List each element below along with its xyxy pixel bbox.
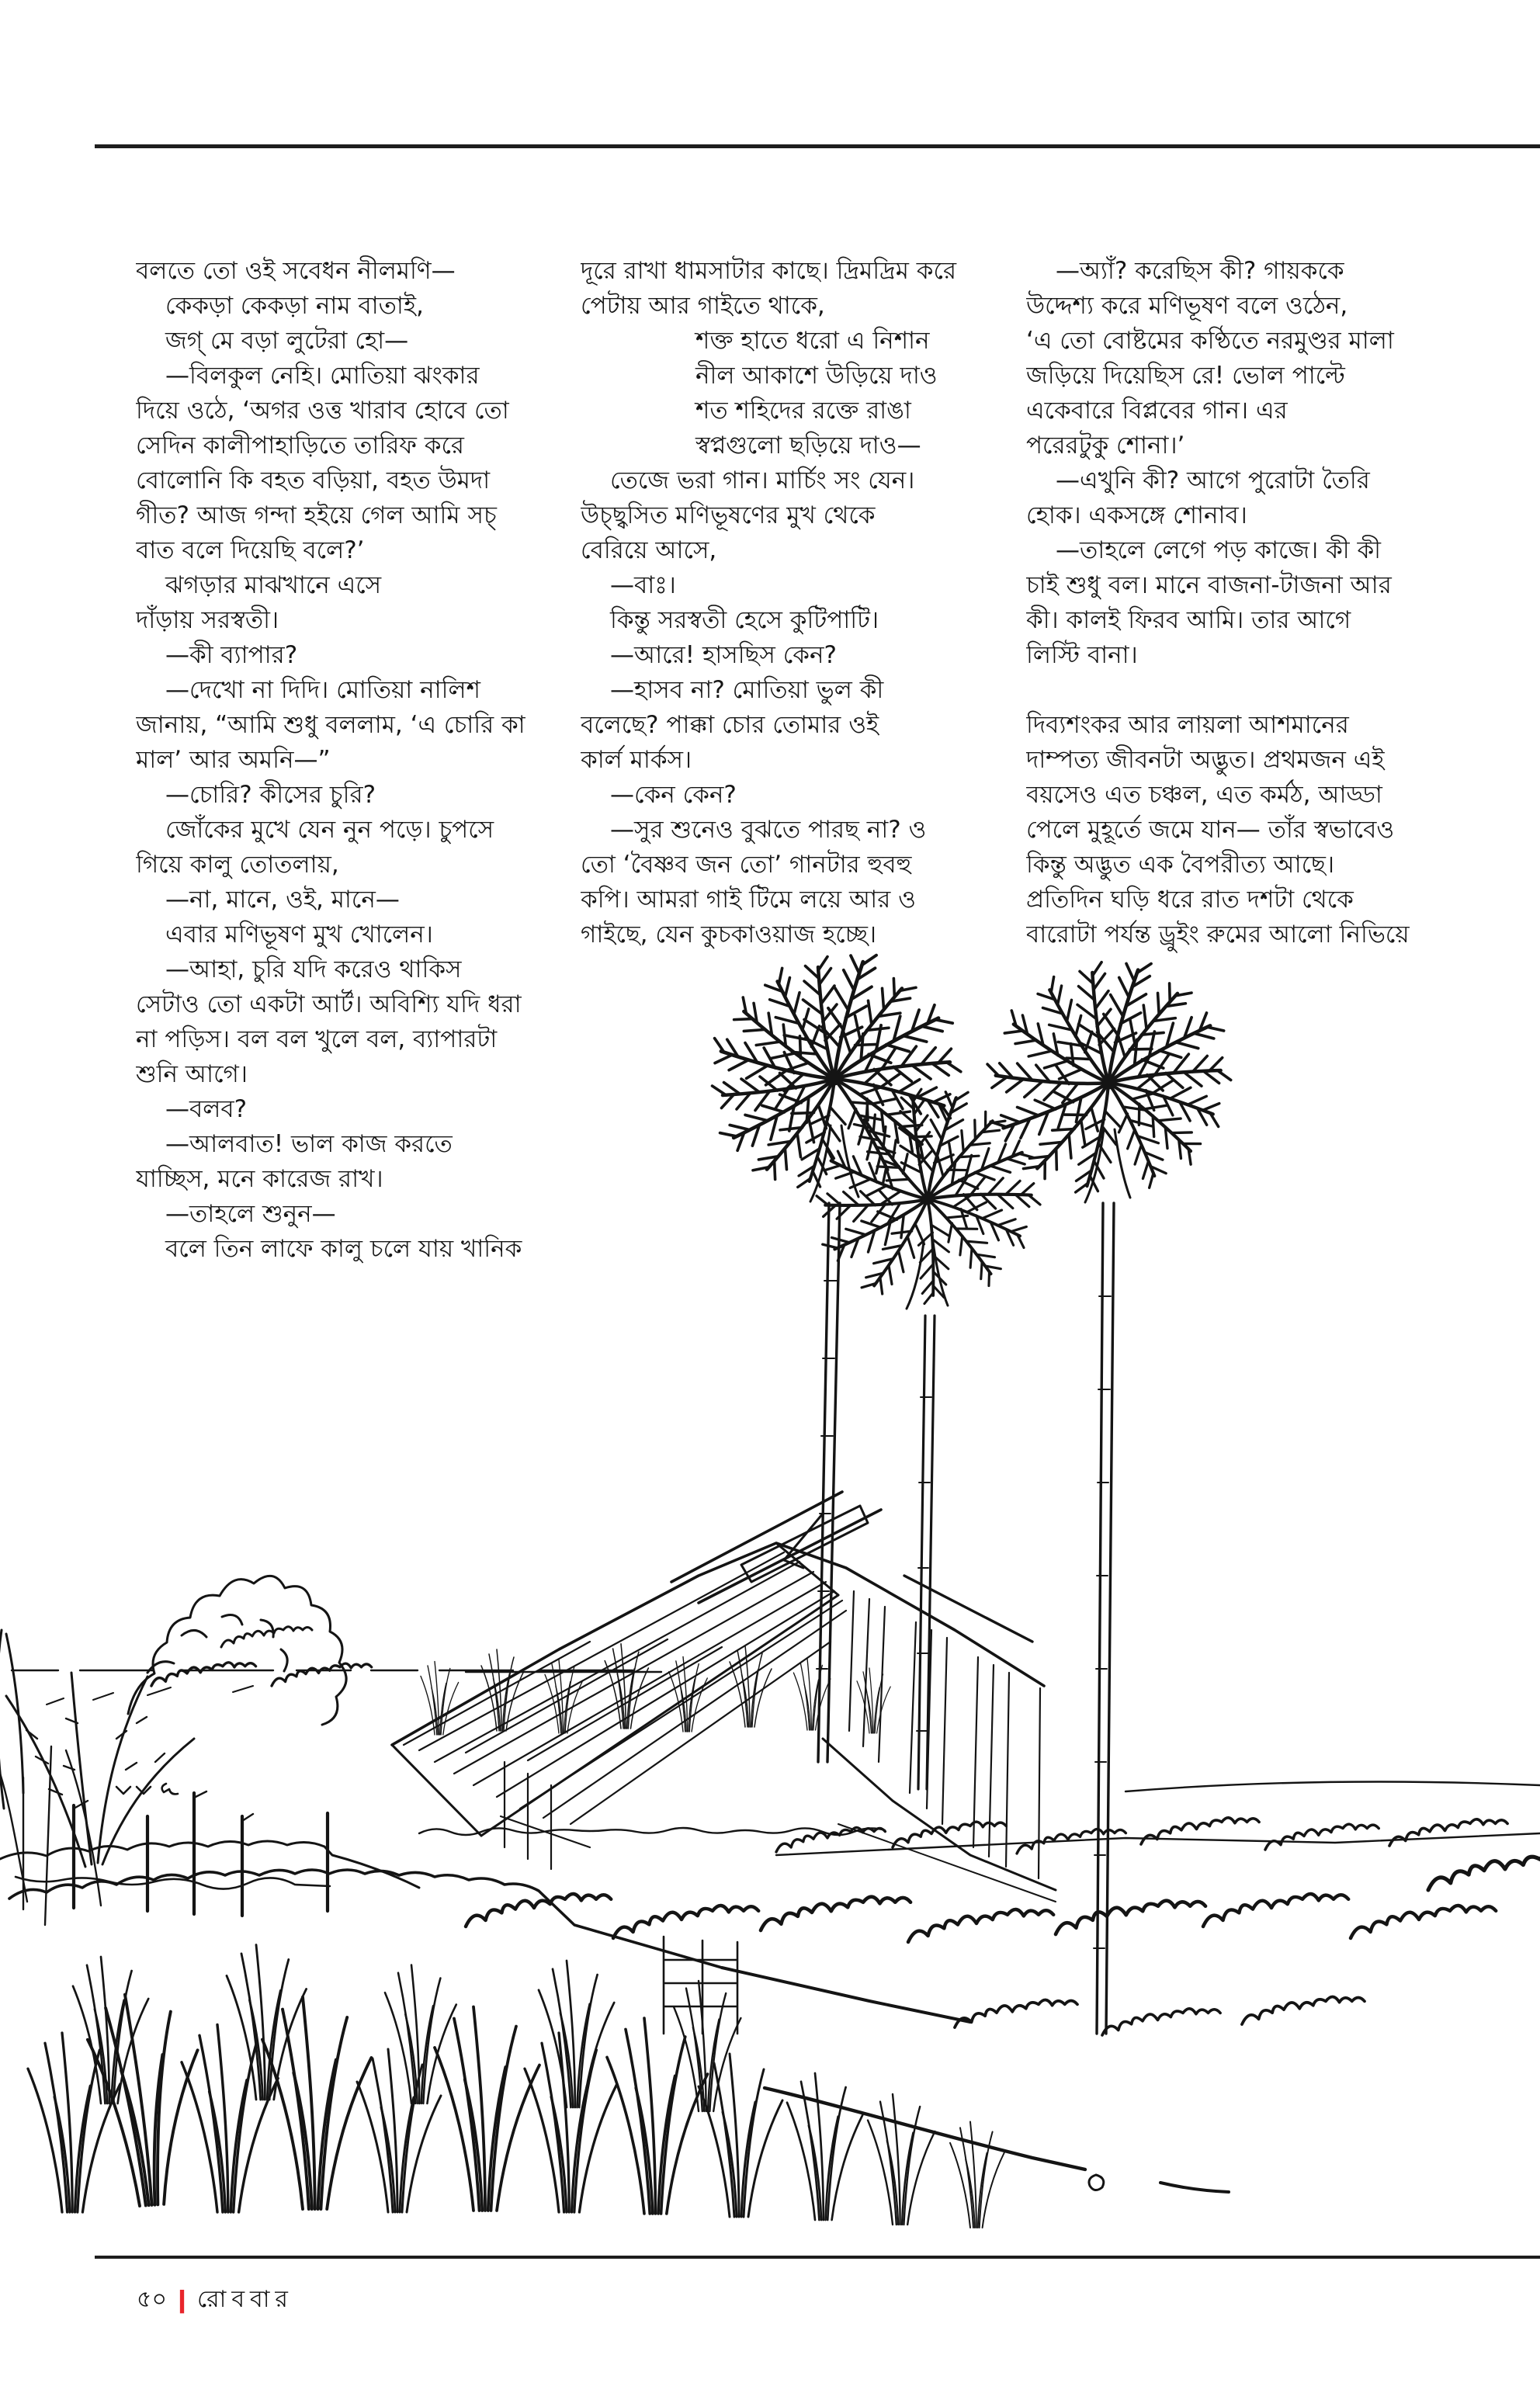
text-line: না পড়িস। বল বল খুলে বল, ব্যাপারটা [136,1025,498,1053]
palm-tree-1 [705,945,960,1762]
text-line: বারোটা পর্যন্ত ড্রুইং রুমের আলো নিভিয়ে [1026,921,1410,949]
text-line: —কী ব্যাপার? [165,641,298,669]
text-line: মাল’ আর অমনি—” [136,746,331,774]
footer-separator: | [175,2287,189,2314]
text-line: —আলবাত! ভাল কাজ করতে [165,1130,453,1158]
text-line: —এখুনি কী? আগে পুরোটা তৈরি [1056,466,1370,494]
text-line: নীল আকাশে উড়িয়ে দাও [695,362,938,390]
text-line: —তাহলে শুনুন— [165,1200,336,1228]
text-line: বাত বলে দিয়েছি বলে?’ [136,536,365,564]
text-line: বলেছে? পাক্কা চোর তোমার ওই [581,711,879,739]
text-line: জগ্‌ মে বড়া লুটেরা হো— [165,327,409,355]
village-illustration [0,893,1540,2259]
text-line: —চোরি? কীসের চুরি? [165,781,376,809]
text-line: কী। কালই ফিরব আমি। তার আগে [1026,606,1351,634]
text-line: দূরে রাখা ধামসাটার কাছে। দ্রিমদ্রিম করে [581,257,956,285]
text-line: তেজে ভরা গান। মার্চিং সং যেন। [610,466,915,494]
reed-posts [0,1746,330,1925]
text-line: হোক। একসঙ্গে শোনাব। [1026,501,1247,529]
text-line: তো ‘বৈষ্ণব জন তো’ গানটার হুবহু [581,851,912,879]
text-line: দিব্যশংকর আর লায়লা আশমানের [1026,711,1349,739]
text-line: পরেরটুকু শোনা।’ [1026,432,1185,460]
text-line: —সুর শুনেও বুঝতে পারছ না? ও [610,816,927,844]
text-line: গিয়ে কালু তোতলায়, [136,851,339,879]
text-line: উচ্ছ্বসিত মণিভূষণের মুখ থেকে [581,501,876,529]
text-line: দাম্পত্য জীবনটা অদ্ভুত। প্রথমজন এই [1026,746,1385,774]
text-line: গাইছে, যেন কুচকাওয়াজ হচ্ছে। [581,921,877,949]
text-line: গীত? আজ গন্দা হইয়ে গেল আমি সচ্ [136,501,497,529]
text-line: জানায়, “আমি শুধু বললাম, ‘এ চোরি কা [136,711,525,739]
text-line: স্বপ্নগুলো ছড়িয়ে দাও— [695,432,921,460]
text-line: কিন্তু অদ্ভুত এক বৈপরীত্য আছে। [1026,851,1335,879]
hut-group [392,1492,1056,2034]
text-line: বয়সেও এত চঞ্চল, এত কর্মঠ, আড্ডা [1026,781,1382,809]
text-line: যাচ্ছিস, মনে কারেজ রাখ। [136,1165,383,1193]
text-line: দিয়ে ওঠে, ‘অগর ওত্ত খারাব হোবে তো [136,397,509,425]
foreground-grass [9,1870,1004,2228]
text-line: লিস্টি বানা। [1026,641,1138,669]
text-line: —দেখো না দিদি। মোতিয়া নালিশ [165,676,480,704]
text-line: —হাসব না? মোতিয়া ভুল কী [610,676,884,704]
text-column-middle [581,254,969,983]
text-line: বলে তিন লাফে কালু চলে যায় খানিক [165,1235,522,1263]
text-line: জড়িয়ে দিয়েছিস রে! ভোল পাল্টে [1026,362,1345,390]
bush-rows [466,1818,1540,2035]
magazine-name: রোববার [196,2286,293,2313]
text-line: —অ্যাঁ? করেছিস কী? গায়ককে [1056,257,1344,285]
text-line: চাই শুধু বল। মানে বাজনা-টাজনা আর [1026,571,1392,599]
left-foliage-group [0,1576,419,1888]
footer-rule [95,2256,1540,2259]
text-line: বোলোনি কি বহত বড়িয়া, বহত উমদা [136,466,491,494]
text-line: সেদিন কালীপাহাড়িতে তারিফ করে [136,432,464,460]
text-line: —বলব? [165,1095,248,1123]
text-line [1026,673,1434,708]
text-line: কপি। আমরা গাই টিমে লয়ে আর ও [581,886,916,914]
text-line: —না, মানে, ওই, মানে— [165,886,400,914]
text-line: কেকড়া কেকড়া নাম বাতাই, [165,292,424,320]
text-line: শুনি আগে। [136,1060,248,1088]
text-line: —কেন কেন? [610,781,737,809]
text-line: বেরিয়ে আসে, [581,536,717,564]
text-line: —তাহলে লেগে পড় কাজে। কী কী [1056,536,1382,564]
text-line: —আহা, চুরি যদি করেও থাকিস [165,955,462,983]
text-line: পেটায় আর গাইতে থাকে, [581,292,825,320]
text-line: কার্ল মার্কস। [581,746,692,774]
text-column-right [1026,254,1434,983]
text-line: একেবারে বিপ্লবের গান। এর [1026,397,1288,425]
text-line: দাঁড়ায় সরস্বতী। [136,606,279,634]
text-line: সেটাও তো একটা আর্ট। অবিশ্যি যদি ধরা [136,990,522,1018]
text-line: এবার মণিভূষণ মুখ খোলেন। [165,921,433,949]
page-number: ৫০ [137,2286,167,2313]
text-line: বলতে তো ওই সবেধন নীলমণি— [136,257,456,285]
text-line: শক্ত হাতে ধরো এ নিশান [695,327,930,355]
text-line: জোঁকের মুখে যেন নুন পড়ে। চুপসে [165,816,494,844]
text-line: পেলে মুহূর্তে জমে যান— তাঁর স্বভাবেও [1026,816,1395,844]
text-line: উদ্দেশ্য করে মণিভূষণ বলে ওঠেন, [1026,292,1348,320]
text-line: প্রতিদিন ঘড়ি ধরে রাত দশটা থেকে [1026,886,1354,914]
page-footer [137,2280,293,2320]
text-line: শত শহিদের রক্তে রাঙা [695,397,911,425]
palm-tree-3 [983,954,1232,2034]
text-line: —আরে! হাসছিস কেন? [610,641,837,669]
text-line: —বাঃ। [610,571,676,599]
top-rule [95,144,1540,148]
text-line: ‘এ তো বোষ্টমের কণ্ঠিতে নরমুণ্ডর মালা [1026,327,1394,355]
text-line: ঝগড়ার মাঝখানে এসে [165,571,382,599]
text-line: কিন্তু সরস্বতী হেসে কুটিপাটি। [610,606,879,634]
text-line: —বিলকুল নেহি। মোতিয়া ঝংকার [165,362,480,390]
